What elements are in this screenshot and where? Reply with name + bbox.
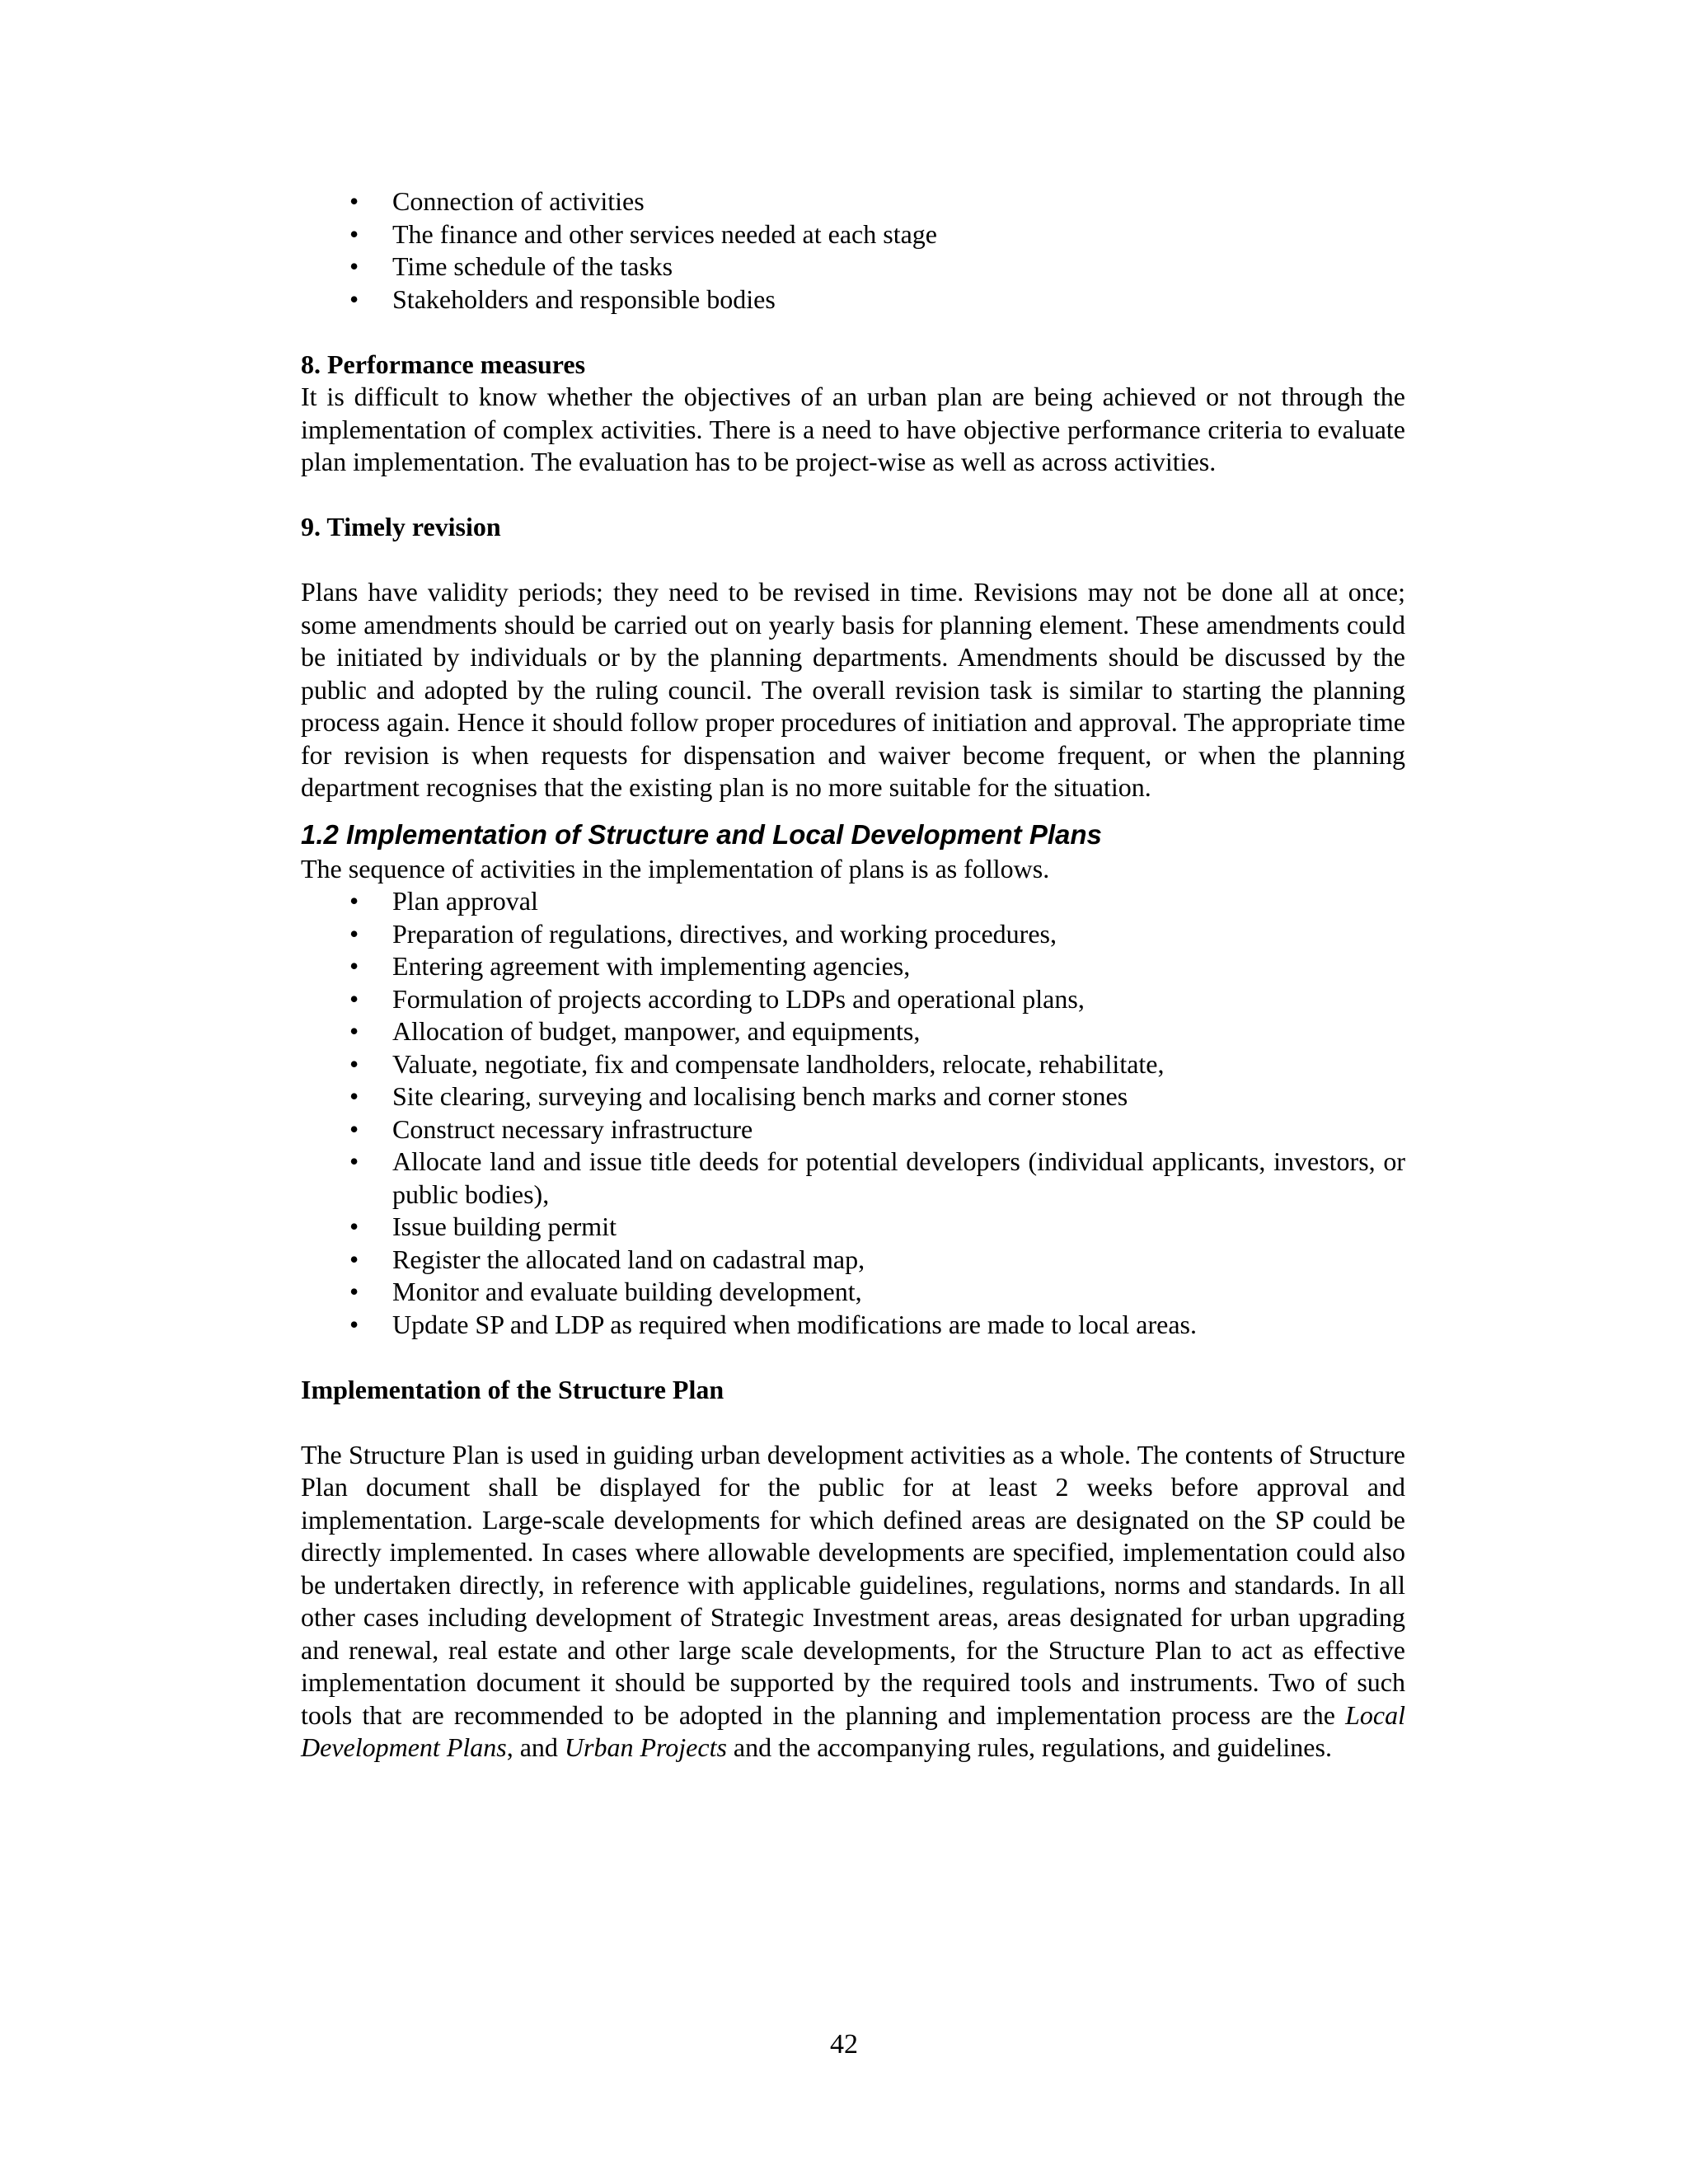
bullet-icon: • [349,284,359,314]
spacer [301,804,1405,817]
page-number: 42 [830,2029,858,2060]
urban-projects-term: Urban Projects [564,1732,727,1762]
list-item-text: Construct necessary infrastructure [392,1113,753,1144]
bullet-icon: • [349,951,359,981]
list-item-text: Valuate, negotiate, fix and compensate landholders, relocate, rehabilitate, [392,1048,1165,1079]
section-1-2-heading: 1.2 Implementation of Structure and Local Development Plans [301,818,1102,850]
structure-plan-heading: Implementation of the Structure Plan [301,1374,724,1404]
bullet-icon: • [349,1048,359,1079]
spacer [301,1341,1405,1374]
list-item [301,1015,1405,1048]
section-8-heading: 8. Performance measures [301,349,586,379]
spacer [301,479,1405,512]
section-9-heading: 9. Timely revision [301,512,501,541]
bullet-icon: • [349,251,359,281]
list-item [301,983,1405,1016]
bullet-icon: • [349,1212,359,1241]
list-item [301,918,1405,951]
list-item-text: Issue building permit [392,1212,617,1241]
list-item-text: Allocation of budget, manpower, and equipments, [392,1016,921,1046]
implementation-steps-list [301,885,1405,1341]
list-item-text: Monitor and evaluate building development, [392,1277,862,1306]
list-item [301,218,1405,251]
bullet-icon: • [349,1081,359,1111]
list-item-text: Connection of activities [392,186,645,216]
spacer [301,316,1405,349]
bullet-icon: • [349,983,359,1014]
list-item-text: Entering agreement with implementing agencies, [392,951,911,981]
bullet-icon: • [349,218,359,249]
structure-plan-body-mid: , and [506,1732,565,1762]
bullet-icon: • [349,1113,359,1144]
list-item [301,284,1405,316]
list-item-text: Preparation of regulations, directives, and working procedures, [392,918,1057,949]
structure-plan-body-start: The Structure Plan is used in guiding urban development activities as a whole. The contents of Structure Plan document shall be displayed for the public for at least 2 weeks before approval and implementation. Large-scale developments for which defined areas are designated on the SP could be directly implemented. In cases where allowable developments are specified, implementation could also be undertaken directly, in reference with applicable guidelines, regulations, norms and standards. In all other cases including development of Strategic Investment areas, areas designated for urban upgrading and renewal, real estate and other large scale developments, for the Structure Plan to act as effective implementation document it should be supported by the required tools and instruments. Two of such tools that are recommended to be adopted in the planning and implementation process are the [301,1439,1405,1730]
list-item-text: Stakeholders and responsible bodies [392,284,776,314]
bullet-icon: • [349,1277,359,1306]
bullet-icon: • [349,186,359,216]
bullet-icon: • [349,1309,359,1339]
structure-plan-body [301,1439,1405,1765]
list-item-text: Register the allocated land on cadastral map, [392,1244,865,1274]
list-item-text: Allocate land and issue title deeds for potential developers (individual applicants, investors, or public bodies), [392,1146,1405,1209]
section-9-body: Plans have validity periods; they need to be revised in time. Revisions may not be done all at once; some amendments should be carried out on yearly basis for planning element. These amendments could be initiated by individuals or by the planning departments. Amendments should be discussed by the public and adopted by the ruling council. The overall revision task is similar to starting the planning process again. Hence it should follow proper procedures of initiation and approval. The appropriate time for revision is when requests for dispensation and waiver become frequent, or when the planning department recognises that the existing plan is no more suitable for the situation. [301,577,1405,802]
list-item [301,1146,1405,1211]
bullet-icon: • [349,1244,359,1274]
list-item [301,1080,1405,1113]
list-item [301,1309,1405,1342]
local-development-plans-term: Local Development Plans [301,1699,1405,1762]
list-item [301,1276,1405,1309]
list-item [301,1113,1405,1146]
list-item [301,885,1405,918]
list-item-text: The finance and other services needed at each stage [392,218,937,249]
list-item-text: Update SP and LDP as required when modifications are made to local areas. [392,1309,1197,1339]
document-page [301,185,1405,1765]
list-item [301,251,1405,284]
section-1-2-intro: The sequence of activities in the implementation of plans is as follows. [301,853,1050,883]
top-bullet-list [301,185,1405,316]
structure-plan-body-end: and the accompanying rules, regulations, and guidelines. [726,1732,1332,1762]
list-item [301,1048,1405,1081]
bullet-icon: • [349,1146,359,1176]
list-item-text: Site clearing, surveying and localising bench marks and corner stones [392,1081,1128,1111]
list-item [301,185,1405,218]
spacer [301,544,1405,577]
list-item [301,1211,1405,1244]
list-item-text: Time schedule of the tasks [392,251,673,281]
bullet-icon: • [349,1016,359,1046]
list-item [301,950,1405,983]
list-item-text: Plan approval [392,886,538,916]
bullet-icon: • [349,886,359,916]
spacer [301,1406,1405,1439]
list-item [301,1244,1405,1277]
section-8-body: It is difficult to know whether the objectives of an urban plan are being achieved or not through the implementation of complex activities. There is a need to have objective performance criteria to evaluate plan implementation. The evaluation has to be project-wise as well as across activities. [301,382,1405,476]
bullet-icon: • [349,918,359,949]
list-item-text: Formulation of projects according to LDPs and operational plans, [392,983,1085,1014]
